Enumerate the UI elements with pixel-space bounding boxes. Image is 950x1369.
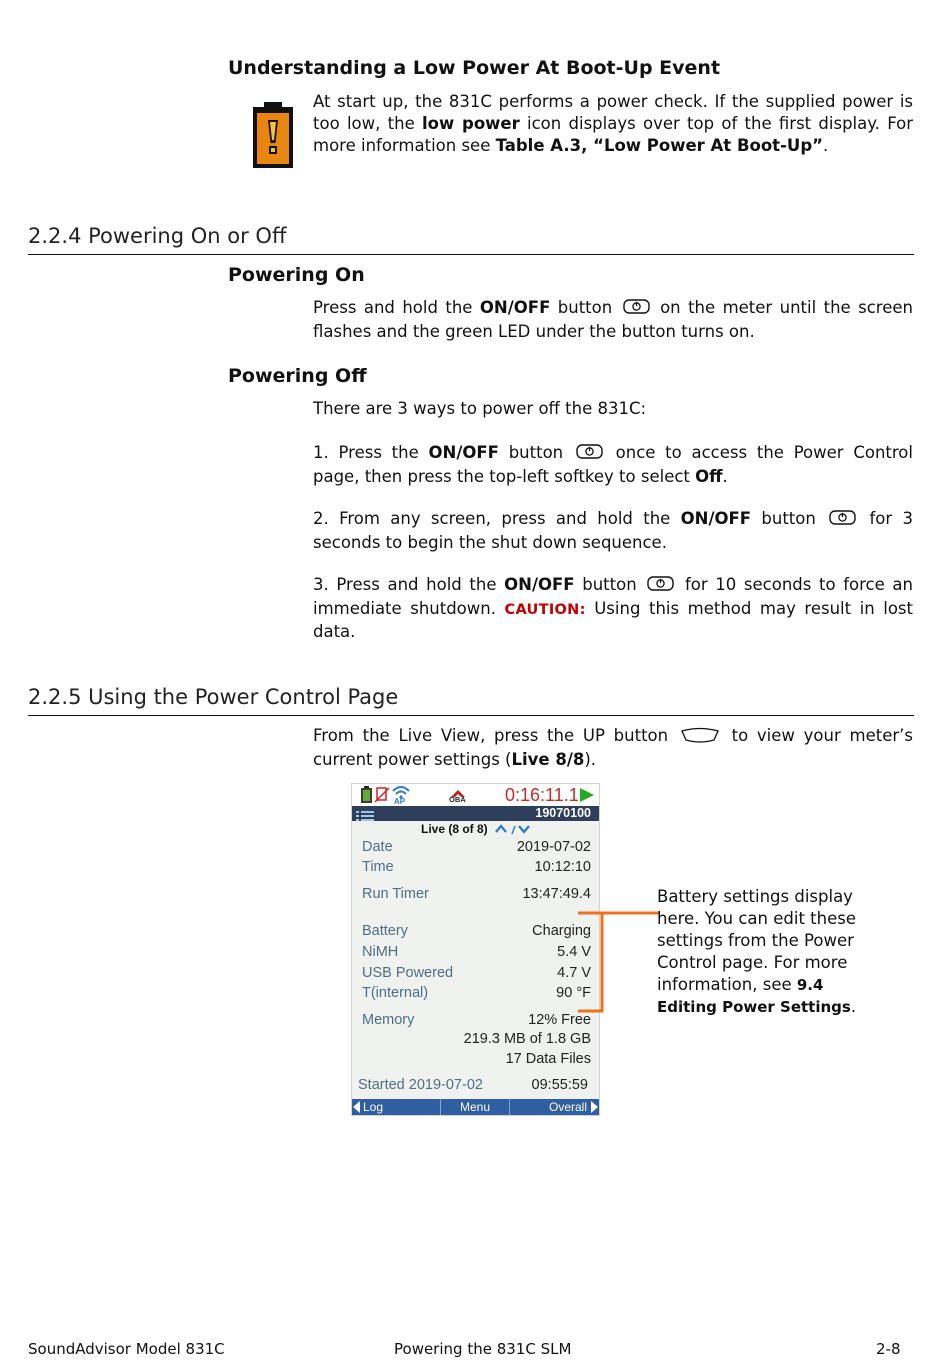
serial-number: 19070100 — [535, 806, 591, 820]
row-label: T(internal) — [362, 985, 429, 1001]
screen-row-usb-powered — [362, 965, 591, 981]
m3-on-off-term: ON/OFF — [504, 575, 575, 594]
play-icon — [579, 787, 595, 808]
softkey-bar — [352, 1099, 599, 1115]
screen-row-date — [362, 839, 591, 855]
m3-text-1: 3. Press and hold the — [313, 575, 505, 594]
m1-text-2: button — [498, 443, 573, 462]
m3-text-3: for 10 seconds to force an immediate shutdown. — [313, 575, 913, 618]
row-value: 13:47:49.4 — [522, 886, 591, 902]
boot-text-1: At start up, the 831C performs a power check. If the supplied power is too low, the — [313, 92, 913, 133]
power-button-icon — [647, 576, 674, 598]
on-text-1: Press and hold the — [313, 298, 480, 317]
row-value: Charging — [532, 923, 591, 939]
row-label: Memory — [362, 1012, 415, 1028]
section-225-title: 2.2.5 Using the Power Control Page — [28, 685, 399, 709]
power-off-method-3 — [313, 574, 913, 643]
boot-section-title: Understanding a Low Power At Boot-Up Event — [228, 57, 721, 79]
m1-text-4: . — [722, 467, 728, 486]
menu-list-icon — [356, 808, 374, 826]
up-button-icon — [680, 727, 720, 749]
screen-row-battery — [362, 923, 591, 939]
m1-text-3: once to access the Power Control page, then press the top-left softkey to select — [313, 443, 913, 486]
screen-row-nimh — [362, 944, 591, 960]
battery-callout-text — [657, 886, 862, 1018]
screen-header-bar — [352, 806, 599, 821]
m1-off-term: Off — [695, 467, 723, 486]
screen-row-memory — [362, 1012, 591, 1028]
power-off-method-2 — [313, 508, 913, 554]
row-value: 10:12:10 — [534, 859, 591, 875]
live-8-8-term: Live 8/8 — [511, 750, 585, 769]
power-button-icon — [576, 444, 603, 466]
m3-text-4: Using this method may result in lost data. — [313, 599, 913, 641]
low-power-term: low power — [422, 114, 520, 133]
boot-text-3: . — [822, 136, 829, 155]
screen-status-bar — [352, 784, 599, 806]
row-label: NiMH — [362, 944, 399, 960]
footer-left: SoundAdvisor Model 831C — [28, 1340, 225, 1358]
softkey-overall-label: Overall — [548, 1100, 587, 1114]
row-value: 12% Free — [528, 1012, 591, 1028]
powering-off-intro: There are 3 ways to power off the 831C: — [313, 399, 647, 418]
row-label: USB Powered — [362, 965, 454, 981]
oba-label: OBA — [449, 795, 466, 804]
screen-row-run-timer — [362, 886, 591, 902]
m2-text-1: 2. From any screen, press and hold the — [313, 509, 681, 528]
m2-on-off-term: ON/OFF — [680, 509, 752, 528]
softkey-log-label: Log — [363, 1100, 384, 1114]
started-value: 09:55:59 — [531, 1077, 588, 1093]
data-files-value: 17 Data Files — [505, 1051, 591, 1067]
m1-on-off-term: ON/OFF — [428, 443, 499, 462]
footer-center: Powering the 831C SLM — [394, 1340, 572, 1358]
powering-on-paragraph — [313, 297, 913, 343]
row-label: Battery — [362, 923, 408, 939]
m2-text-2: button — [751, 509, 827, 528]
row-label: Run Timer — [362, 886, 429, 902]
memory-size-value: 219.3 MB of 1.8 GB — [463, 1031, 591, 1047]
m2-text-3: for 3 seconds to begin the shut down sequence. — [313, 509, 913, 552]
softkey-log[interactable] — [352, 1099, 441, 1115]
on-off-term: ON/OFF — [479, 298, 551, 317]
s225-text-3: ). — [584, 750, 597, 769]
on-text-3: on the meter until the screen flashes and the green LED under the button turns on. — [313, 298, 913, 341]
callout-reference: 9.4 Editing Power Settings — [657, 976, 851, 1016]
section-225-rule — [28, 715, 914, 716]
low-power-battery-icon — [252, 101, 294, 169]
softkey-menu-label: Menu — [459, 1100, 491, 1114]
section-224-title: 2.2.4 Powering On or Off — [28, 224, 287, 248]
row-label: Time — [362, 859, 394, 875]
started-label: Started 2019-07-02 — [358, 1077, 483, 1093]
run-timer-display: 0:16:11.1 — [505, 785, 579, 805]
section-225-paragraph — [313, 725, 913, 771]
on-text-2: button — [550, 298, 620, 317]
m3-text-2: button — [574, 575, 645, 594]
screen-row-t-internal — [362, 985, 591, 1001]
softkey-overall[interactable] — [510, 1099, 599, 1115]
callout-end: . — [850, 997, 857, 1016]
live-page-indicator: Live (8 of 8) — [421, 822, 488, 836]
powering-on-heading: Powering On — [228, 264, 365, 286]
screen-row-started — [358, 1077, 588, 1093]
page-number: 2-8 — [876, 1340, 901, 1358]
meter-screen — [351, 783, 600, 1116]
callout-text: Battery settings display here. You can edit these settings from the Power Control page. For more information, see — [657, 887, 856, 994]
page-nav-arrows-icon — [494, 822, 532, 840]
s225-text-1: From the Live View, press the UP button — [313, 726, 677, 745]
boot-text-2: icon displays over top of the first display. For more information see — [313, 114, 913, 155]
row-value: 2019-07-02 — [516, 839, 591, 855]
powering-off-heading: Powering Off — [228, 365, 367, 387]
section-224-rule — [28, 254, 914, 255]
ap-label: AP — [394, 797, 406, 806]
power-button-icon — [623, 299, 650, 321]
screen-row-time — [362, 859, 591, 875]
power-off-method-1 — [313, 442, 913, 488]
softkey-menu[interactable] — [441, 1099, 510, 1115]
callout-bracket — [578, 910, 660, 1019]
row-value: 5.4 V — [557, 944, 591, 960]
row-value: 90 °F — [556, 985, 591, 1001]
row-label: Date — [362, 839, 393, 855]
s225-text-2: to view your meter’s current power settings ( — [313, 726, 913, 769]
boot-paragraph — [313, 91, 913, 157]
table-a3-reference: Table A.3, “Low Power At Boot-Up” — [495, 136, 823, 155]
power-button-icon — [829, 510, 856, 532]
caution-label: CAUTION: — [504, 602, 586, 618]
m1-text-1: 1. Press the — [313, 443, 429, 462]
row-value: 4.7 V — [557, 965, 591, 981]
